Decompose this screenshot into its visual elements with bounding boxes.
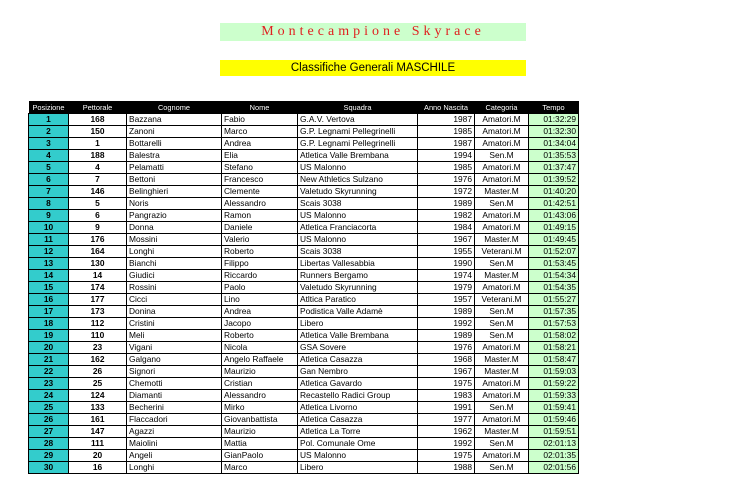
bib-cell: 176 (69, 234, 127, 246)
surname-cell: Donna (127, 222, 222, 234)
page-title: Montecampione Skyrace (220, 23, 526, 41)
birth-year-cell: 1988 (418, 462, 475, 474)
bib-cell: 7 (69, 174, 127, 186)
category-cell: Master.M (475, 186, 529, 198)
time-cell: 02:01:13 (529, 438, 579, 450)
birth-year-cell: 1974 (418, 270, 475, 282)
category-cell: Amatori.M (475, 282, 529, 294)
bib-cell: 177 (69, 294, 127, 306)
time-cell: 01:58:21 (529, 342, 579, 354)
time-cell: 01:58:47 (529, 354, 579, 366)
name-cell: Andrea (222, 306, 298, 318)
team-cell: Atltica Paratico (298, 294, 418, 306)
results-table (28, 101, 579, 474)
table-row (29, 114, 579, 126)
category-cell: Sen.M (475, 306, 529, 318)
team-cell: Libero (298, 318, 418, 330)
bib-cell: 164 (69, 246, 127, 258)
team-cell: Atletica Casazza (298, 354, 418, 366)
table-row (29, 318, 579, 330)
time-cell: 01:59:22 (529, 378, 579, 390)
position-cell: 8 (29, 198, 69, 210)
position-cell: 16 (29, 294, 69, 306)
birth-year-cell: 1994 (418, 150, 475, 162)
time-cell: 01:52:07 (529, 246, 579, 258)
category-cell: Sen.M (475, 198, 529, 210)
time-cell: 01:59:41 (529, 402, 579, 414)
position-cell: 11 (29, 234, 69, 246)
time-cell: 01:59:46 (529, 414, 579, 426)
category-cell: Amatori.M (475, 342, 529, 354)
position-cell: 28 (29, 438, 69, 450)
column-header-nome: Nome (222, 101, 298, 114)
bib-cell: 161 (69, 414, 127, 426)
name-cell: Giovanbattista (222, 414, 298, 426)
team-cell: Pol. Comunale Ome (298, 438, 418, 450)
surname-cell: Zanoni (127, 126, 222, 138)
birth-year-cell: 1979 (418, 282, 475, 294)
team-cell: Libero (298, 462, 418, 474)
category-cell: Master.M (475, 234, 529, 246)
name-cell: Roberto (222, 246, 298, 258)
surname-cell: Longhi (127, 462, 222, 474)
team-cell: GSA Sovere (298, 342, 418, 354)
bib-cell: 133 (69, 402, 127, 414)
surname-cell: Diamanti (127, 390, 222, 402)
column-header-posizione: Posizione (29, 101, 69, 114)
category-cell: Amatori.M (475, 174, 529, 186)
category-cell: Amatori.M (475, 222, 529, 234)
table-row (29, 450, 579, 462)
table-row (29, 162, 579, 174)
category-cell: Master.M (475, 366, 529, 378)
table-row (29, 366, 579, 378)
table-row (29, 402, 579, 414)
category-cell: Amatori.M (475, 126, 529, 138)
name-cell: Riccardo (222, 270, 298, 282)
time-cell: 01:32:29 (529, 114, 579, 126)
name-cell: Cristian (222, 378, 298, 390)
category-cell: Veterani.M (475, 294, 529, 306)
time-cell: 01:42:51 (529, 198, 579, 210)
table-row (29, 246, 579, 258)
birth-year-cell: 1955 (418, 246, 475, 258)
team-cell: Podistica Valle Adamè (298, 306, 418, 318)
position-cell: 29 (29, 450, 69, 462)
name-cell: Marco (222, 462, 298, 474)
category-cell: Sen.M (475, 258, 529, 270)
column-header-categoria: Categoria (475, 101, 529, 114)
position-cell: 19 (29, 330, 69, 342)
team-cell: Libertas Vallesabbia (298, 258, 418, 270)
position-cell: 9 (29, 210, 69, 222)
name-cell: Paolo (222, 282, 298, 294)
birth-year-cell: 1992 (418, 438, 475, 450)
category-cell: Amatori.M (475, 414, 529, 426)
position-cell: 7 (29, 186, 69, 198)
team-cell: Atletica Franciacorta (298, 222, 418, 234)
position-cell: 30 (29, 462, 69, 474)
surname-cell: Vigani (127, 342, 222, 354)
bib-cell: 20 (69, 450, 127, 462)
bib-cell: 147 (69, 426, 127, 438)
position-cell: 1 (29, 114, 69, 126)
name-cell: GianPaolo (222, 450, 298, 462)
birth-year-cell: 1989 (418, 306, 475, 318)
time-cell: 01:43:06 (529, 210, 579, 222)
name-cell: Daniele (222, 222, 298, 234)
table-row (29, 234, 579, 246)
category-cell: Amatori.M (475, 138, 529, 150)
name-cell: Elia (222, 150, 298, 162)
team-cell: Scais 3038 (298, 246, 418, 258)
bib-cell: 124 (69, 390, 127, 402)
table-row (29, 222, 579, 234)
category-cell: Sen.M (475, 330, 529, 342)
name-cell: Fabio (222, 114, 298, 126)
name-cell: Nicola (222, 342, 298, 354)
name-cell: Jacopo (222, 318, 298, 330)
time-cell: 01:37:47 (529, 162, 579, 174)
birth-year-cell: 1989 (418, 330, 475, 342)
position-cell: 27 (29, 426, 69, 438)
position-cell: 3 (29, 138, 69, 150)
category-cell: Amatori.M (475, 390, 529, 402)
bib-cell: 26 (69, 366, 127, 378)
bib-cell: 168 (69, 114, 127, 126)
category-cell: Amatori.M (475, 450, 529, 462)
surname-cell: Cristini (127, 318, 222, 330)
table-row (29, 126, 579, 138)
surname-cell: Bottarelli (127, 138, 222, 150)
team-cell: Recastello Radici Group (298, 390, 418, 402)
position-cell: 4 (29, 150, 69, 162)
bib-cell: 112 (69, 318, 127, 330)
surname-cell: Flaccadori (127, 414, 222, 426)
team-cell: G.A.V. Vertova (298, 114, 418, 126)
team-cell: US Malonno (298, 234, 418, 246)
team-cell: US Malonno (298, 162, 418, 174)
table-row (29, 210, 579, 222)
surname-cell: Agazzi (127, 426, 222, 438)
time-cell: 01:59:03 (529, 366, 579, 378)
column-header-pettorale: Pettorale (69, 101, 127, 114)
column-header-tempo: Tempo (529, 101, 579, 114)
time-cell: 01:40:20 (529, 186, 579, 198)
name-cell: Stefano (222, 162, 298, 174)
time-cell: 02:01:56 (529, 462, 579, 474)
table-row (29, 258, 579, 270)
name-cell: Valerio (222, 234, 298, 246)
time-cell: 01:54:35 (529, 282, 579, 294)
surname-cell: Pangrazio (127, 210, 222, 222)
surname-cell: Meli (127, 330, 222, 342)
bib-cell: 25 (69, 378, 127, 390)
team-cell: US Malonno (298, 210, 418, 222)
birth-year-cell: 1984 (418, 222, 475, 234)
name-cell: Alessandro (222, 198, 298, 210)
birth-year-cell: 1982 (418, 210, 475, 222)
birth-year-cell: 1992 (418, 318, 475, 330)
column-header-anno-nascita: Anno Nascita (418, 101, 475, 114)
birth-year-cell: 1976 (418, 174, 475, 186)
team-cell: New Athletics Sulzano (298, 174, 418, 186)
time-cell: 01:57:53 (529, 318, 579, 330)
bib-cell: 23 (69, 342, 127, 354)
table-row (29, 414, 579, 426)
surname-cell: Signori (127, 366, 222, 378)
time-cell: 01:54:34 (529, 270, 579, 282)
birth-year-cell: 1967 (418, 366, 475, 378)
surname-cell: Pelamatti (127, 162, 222, 174)
time-cell: 01:34:04 (529, 138, 579, 150)
table-row (29, 198, 579, 210)
bib-cell: 111 (69, 438, 127, 450)
team-cell: Atletica Valle Brembana (298, 150, 418, 162)
surname-cell: Mossini (127, 234, 222, 246)
category-cell: Master.M (475, 354, 529, 366)
surname-cell: Rossini (127, 282, 222, 294)
birth-year-cell: 1989 (418, 198, 475, 210)
table-row (29, 462, 579, 474)
category-cell: Amatori.M (475, 114, 529, 126)
surname-cell: Maiolini (127, 438, 222, 450)
bib-cell: 130 (69, 258, 127, 270)
table-row (29, 186, 579, 198)
team-cell: Runners Bergamo (298, 270, 418, 282)
bib-cell: 5 (69, 198, 127, 210)
time-cell: 01:59:51 (529, 426, 579, 438)
time-cell: 01:49:45 (529, 234, 579, 246)
name-cell: Maurizio (222, 426, 298, 438)
birth-year-cell: 1972 (418, 186, 475, 198)
bib-cell: 162 (69, 354, 127, 366)
name-cell: Filippo (222, 258, 298, 270)
position-cell: 12 (29, 246, 69, 258)
name-cell: Lino (222, 294, 298, 306)
bib-cell: 173 (69, 306, 127, 318)
time-cell: 01:49:15 (529, 222, 579, 234)
time-cell: 01:39:52 (529, 174, 579, 186)
time-cell: 01:55:27 (529, 294, 579, 306)
category-cell: Master.M (475, 270, 529, 282)
bib-cell: 6 (69, 210, 127, 222)
category-cell: Master.M (475, 426, 529, 438)
position-cell: 22 (29, 366, 69, 378)
name-cell: Mattia (222, 438, 298, 450)
surname-cell: Bazzana (127, 114, 222, 126)
bib-cell: 188 (69, 150, 127, 162)
surname-cell: Giudici (127, 270, 222, 282)
birth-year-cell: 1975 (418, 378, 475, 390)
category-cell: Amatori.M (475, 378, 529, 390)
birth-year-cell: 1990 (418, 258, 475, 270)
category-cell: Sen.M (475, 318, 529, 330)
name-cell: Marco (222, 126, 298, 138)
position-cell: 21 (29, 354, 69, 366)
bib-cell: 9 (69, 222, 127, 234)
bib-cell: 4 (69, 162, 127, 174)
team-cell: Gan Nembro (298, 366, 418, 378)
name-cell: Maurizio (222, 366, 298, 378)
table-row (29, 294, 579, 306)
table-row (29, 174, 579, 186)
surname-cell: Chemotti (127, 378, 222, 390)
table-row (29, 390, 579, 402)
name-cell: Ramon (222, 210, 298, 222)
category-cell: Sen.M (475, 150, 529, 162)
position-cell: 15 (29, 282, 69, 294)
surname-cell: Bettoni (127, 174, 222, 186)
category-cell: Sen.M (475, 462, 529, 474)
bib-cell: 110 (69, 330, 127, 342)
birth-year-cell: 1975 (418, 450, 475, 462)
name-cell: Andrea (222, 138, 298, 150)
bib-cell: 16 (69, 462, 127, 474)
birth-year-cell: 1987 (418, 138, 475, 150)
table-header-row (29, 101, 579, 114)
birth-year-cell: 1962 (418, 426, 475, 438)
column-header-cognome: Cognome (127, 101, 222, 114)
bib-cell: 150 (69, 126, 127, 138)
table-row (29, 306, 579, 318)
birth-year-cell: 1983 (418, 390, 475, 402)
surname-cell: Cicci (127, 294, 222, 306)
table-row (29, 330, 579, 342)
position-cell: 14 (29, 270, 69, 282)
surname-cell: Galgano (127, 354, 222, 366)
column-header-squadra: Squadra (298, 101, 418, 114)
position-cell: 25 (29, 402, 69, 414)
birth-year-cell: 1977 (418, 414, 475, 426)
name-cell: Mirko (222, 402, 298, 414)
team-cell: G.P. Legnami Pellegrinelli (298, 126, 418, 138)
position-cell: 6 (29, 174, 69, 186)
team-cell: Atletica Gavardo (298, 378, 418, 390)
team-cell: Atletica La Torre (298, 426, 418, 438)
team-cell: G.P. Legnami Pellegrinelli (298, 138, 418, 150)
time-cell: 01:32:30 (529, 126, 579, 138)
time-cell: 01:53:45 (529, 258, 579, 270)
team-cell: Valetudo Skyrunning (298, 282, 418, 294)
team-cell: Atletica Valle Brembana (298, 330, 418, 342)
page-subtitle: Classifiche Generali MASCHILE (220, 60, 526, 76)
bib-cell: 146 (69, 186, 127, 198)
bib-cell: 14 (69, 270, 127, 282)
team-cell: US Malonno (298, 450, 418, 462)
category-cell: Sen.M (475, 438, 529, 450)
name-cell: Angelo Raffaele (222, 354, 298, 366)
surname-cell: Belinghieri (127, 186, 222, 198)
surname-cell: Longhi (127, 246, 222, 258)
birth-year-cell: 1968 (418, 354, 475, 366)
surname-cell: Angeli (127, 450, 222, 462)
table-row (29, 438, 579, 450)
team-cell: Valetudo Skyrunning (298, 186, 418, 198)
name-cell: Clemente (222, 186, 298, 198)
team-cell: Scais 3038 (298, 198, 418, 210)
surname-cell: Balestra (127, 150, 222, 162)
team-cell: Atletica Livorno (298, 402, 418, 414)
birth-year-cell: 1985 (418, 126, 475, 138)
birth-year-cell: 1991 (418, 402, 475, 414)
table-row (29, 426, 579, 438)
surname-cell: Noris (127, 198, 222, 210)
time-cell: 02:01:35 (529, 450, 579, 462)
table-row (29, 282, 579, 294)
category-cell: Amatori.M (475, 162, 529, 174)
birth-year-cell: 1957 (418, 294, 475, 306)
position-cell: 23 (29, 378, 69, 390)
position-cell: 20 (29, 342, 69, 354)
surname-cell: Becherini (127, 402, 222, 414)
position-cell: 24 (29, 390, 69, 402)
bib-cell: 174 (69, 282, 127, 294)
position-cell: 17 (29, 306, 69, 318)
position-cell: 13 (29, 258, 69, 270)
table-row (29, 150, 579, 162)
name-cell: Roberto (222, 330, 298, 342)
category-cell: Veterani.M (475, 246, 529, 258)
table-row (29, 270, 579, 282)
team-cell: Atletica Casazza (298, 414, 418, 426)
table-row (29, 354, 579, 366)
name-cell: Francesco (222, 174, 298, 186)
time-cell: 01:57:35 (529, 306, 579, 318)
time-cell: 01:59:33 (529, 390, 579, 402)
table-row (29, 342, 579, 354)
birth-year-cell: 1967 (418, 234, 475, 246)
position-cell: 5 (29, 162, 69, 174)
time-cell: 01:58:02 (529, 330, 579, 342)
position-cell: 2 (29, 126, 69, 138)
position-cell: 18 (29, 318, 69, 330)
surname-cell: Bianchi (127, 258, 222, 270)
category-cell: Sen.M (475, 402, 529, 414)
name-cell: Alessandro (222, 390, 298, 402)
surname-cell: Donina (127, 306, 222, 318)
birth-year-cell: 1985 (418, 162, 475, 174)
time-cell: 01:35:53 (529, 150, 579, 162)
table-row (29, 378, 579, 390)
table-row (29, 138, 579, 150)
position-cell: 10 (29, 222, 69, 234)
bib-cell: 1 (69, 138, 127, 150)
position-cell: 26 (29, 414, 69, 426)
birth-year-cell: 1987 (418, 114, 475, 126)
category-cell: Amatori.M (475, 210, 529, 222)
birth-year-cell: 1976 (418, 342, 475, 354)
